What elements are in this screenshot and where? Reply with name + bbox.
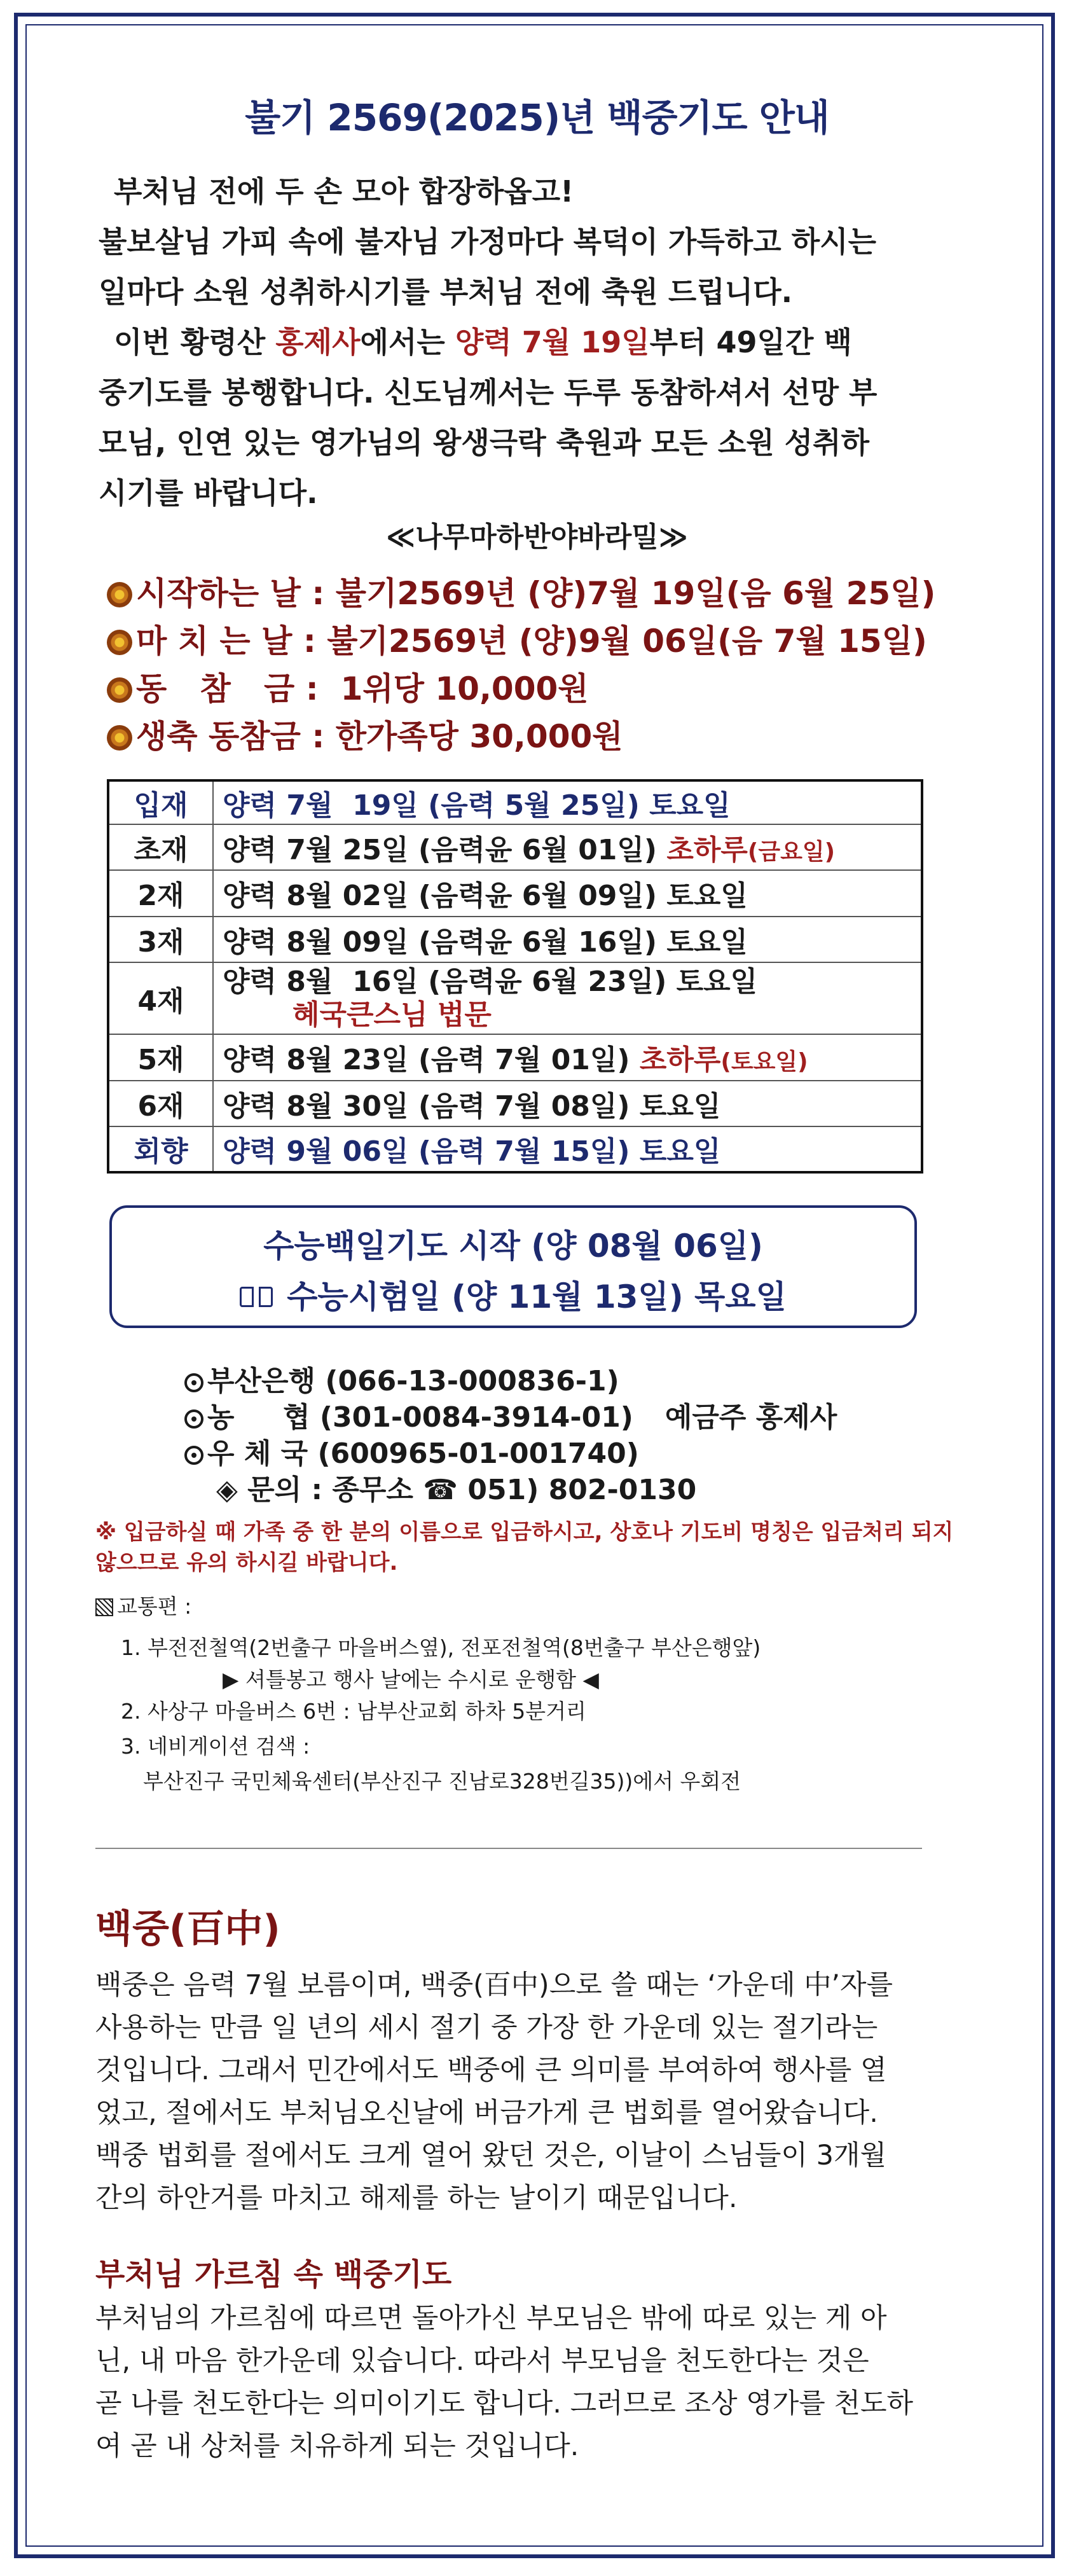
section-heading-baekjung: 백중(百中) xyxy=(95,1907,280,1951)
ritual-date: 양력 8월 23일 (음력 7월 01일) 초하루(토요일) xyxy=(213,1034,922,1080)
transport-item: 2. 사상구 마을버스 6번 : 남부산교회 하차 5분거리 xyxy=(121,1699,586,1724)
info-family-fee: 생축 동참금 : 한가족당 30,000원 xyxy=(107,711,623,757)
flower-bullet-icon xyxy=(107,725,132,751)
flower-bullet-icon xyxy=(107,582,132,607)
ritual-date: 양력 7월 19일 (음력 5월 25일) 토요일 xyxy=(213,780,922,824)
ritual-date: 양력 9월 06일 (음력 7월 15일) 토요일 xyxy=(213,1126,922,1172)
ritual-name: 5재 xyxy=(108,1034,213,1080)
intro-line: 중기도를 봉행합니다. 신도님께서는 두루 동참하셔서 선망 부 xyxy=(99,375,878,410)
ritual-name: 3재 xyxy=(108,917,213,962)
intro-line: 모님, 인연 있는 영가님의 왕생극락 축원과 모든 소원 성취하 xyxy=(99,426,870,460)
deposit-notice: ※ 입금하실 때 가족 중 한 분의 이름으로 입금하시고, 상호나 기도비 명칭은 입금처리 되지 않으므로 유의 하시길 바랍니다. xyxy=(95,1520,954,1575)
table-row xyxy=(108,1126,922,1172)
intro-line: 부처님 전에 두 손 모아 합장하옵고! xyxy=(114,174,574,209)
suneung-start: 수능백일기도 시작 (양 08월 06일) xyxy=(263,1228,763,1264)
info-start-day: 시작하는 날 : 불기2569년 (양)7월 19일(음 6월 25일) xyxy=(107,568,935,614)
suneung-box xyxy=(109,1205,917,1328)
table-row xyxy=(108,824,922,870)
intro-line: 불보살님 가피 속에 불자님 가정마다 복덕이 가득하고 하시는 xyxy=(99,225,877,259)
section-body-teaching: 부처님의 가르침에 따르면 돌아가신 부모님은 밖에 따로 있는 게 아 닌, 내 마음 한가운데 있습니다. 따라서 부모님을 천도한다는 것은 곧 나를 천도한다는 의미이기도 합니다. 그러므로 조상 영가를 천도하 여 곧 내 상처를 치유하게 되는 것입니다. xyxy=(95,2302,914,2462)
info-end-day: 마 치 는 날 : 불기2569년 (양)9월 06일(음 7월 15일) xyxy=(107,616,927,661)
book-icon xyxy=(240,1287,273,1310)
bank-busan: 부산은행 (066-13-000836-1) xyxy=(184,1358,619,1399)
suneung-exam-date: 수능시험일 (양 11월 13일) 목요일 xyxy=(112,1271,914,1317)
intro-line: 일마다 소원 성취하시기를 부처님 전에 축원 드립니다. xyxy=(99,275,793,309)
navigation-address: 부산진구 국민체육센터(부산진구 진남로328번길35))에서 우회전 xyxy=(143,1769,741,1794)
schedule-table xyxy=(107,779,923,1174)
ritual-name: 6재 xyxy=(108,1081,213,1126)
ritual-date: 양력 8월 09일 (음력윤 6월 16일) 토요일 xyxy=(213,917,922,962)
table-row xyxy=(108,870,922,916)
table-row xyxy=(108,962,922,1035)
ritual-date: 양력 8월 30일 (음력 7월 08일) 토요일 xyxy=(213,1081,922,1126)
transport-item: 1. 부전전철역(2번출구 마을버스옆), 전포전철역(8번출구 부산은행앞) xyxy=(121,1635,761,1660)
section-body-baekjung: 백중은 음력 7월 보름이며, 백중(百中)으로 쓸 때는 ‘가운데 中’자를 사용하는 만큼 일 년의 세시 절기 중 가장 한 가운데 있는 절기라는 것입니다. 그래서 민간에서도 백중에 큰 의미를 부여하여 행사를 열 었고, 절에서도 부처님오신날에 버금가게 큰 법회를 열어왔습니다. 백중 법회를 절에서도 크게 열어 왔던 것은, 이날이 스님들이 3개월 간의 하안거를 마치고 해제를 하는 날이기 때문입니다. xyxy=(95,1969,893,2214)
circle-dot-icon xyxy=(184,1409,203,1429)
contact-line: ◈ 문의 : 종무소 ☎ 051) 802-0130 xyxy=(216,1474,697,1506)
page-title: 불기 2569(2025)년 백중기도 안내 xyxy=(245,96,829,139)
transport-item: 3. 네비게이션 검색 : xyxy=(121,1734,310,1759)
ritual-name: 2재 xyxy=(108,870,213,916)
transport-heading: 교통편 : xyxy=(95,1590,191,1620)
table-row xyxy=(108,780,922,824)
section-heading-teaching: 부처님 가르침 속 백중기도 xyxy=(95,2257,452,2292)
ritual-date: 양력 7월 25일 (음력윤 6월 01일) 초하루(금요일) xyxy=(213,824,922,870)
dharma-talk-note: 혜국큰스님 법문 xyxy=(293,998,492,1031)
table-row xyxy=(108,917,922,962)
intro-paragraph xyxy=(99,167,947,518)
table-row xyxy=(108,1081,922,1126)
bank-post: 우 체 국 (600965-01-001740) xyxy=(184,1430,639,1471)
shuttle-note: ▶ 셔틀봉고 행사 날에는 수시로 운행함 ◀ xyxy=(223,1667,599,1692)
ritual-date: 양력 8월 02일 (음력윤 6월 09일) 토요일 xyxy=(213,870,922,916)
intro-line: 시기를 바랍니다. xyxy=(99,476,318,510)
intro-line: 이번 황령산 홍제사에서는 양력 7월 19일부터 49일간 백 xyxy=(114,325,852,359)
ritual-name: 입재 xyxy=(108,780,213,824)
hatched-square-icon xyxy=(95,1598,113,1616)
divider xyxy=(95,1848,922,1849)
flower-bullet-icon xyxy=(107,677,132,703)
account-holder: 예금주 홍제사 xyxy=(664,1401,837,1434)
bank-nonghyup: 농 협 (301-0084-3914-01) 예금주 홍제사 xyxy=(184,1394,837,1435)
table-row xyxy=(108,1034,922,1080)
ritual-name: 회향 xyxy=(108,1126,213,1172)
ritual-name: 4재 xyxy=(108,962,213,1035)
flower-bullet-icon xyxy=(107,630,132,655)
ritual-date: 양력 8월 16일 (음력윤 6월 23일) 토요일 혜국큰스님 법문 xyxy=(213,962,922,1035)
circle-dot-icon xyxy=(184,1446,203,1465)
info-fee: 동 참 금 : 1위당 10,000원 xyxy=(107,663,589,709)
start-date: 양력 7월 19일 xyxy=(455,325,650,359)
mantra: ≪나무마하반야바라밀≫ xyxy=(386,521,688,553)
circle-dot-icon xyxy=(184,1373,203,1392)
temple-name: 홍제사 xyxy=(275,325,361,359)
ritual-name: 초재 xyxy=(108,824,213,870)
